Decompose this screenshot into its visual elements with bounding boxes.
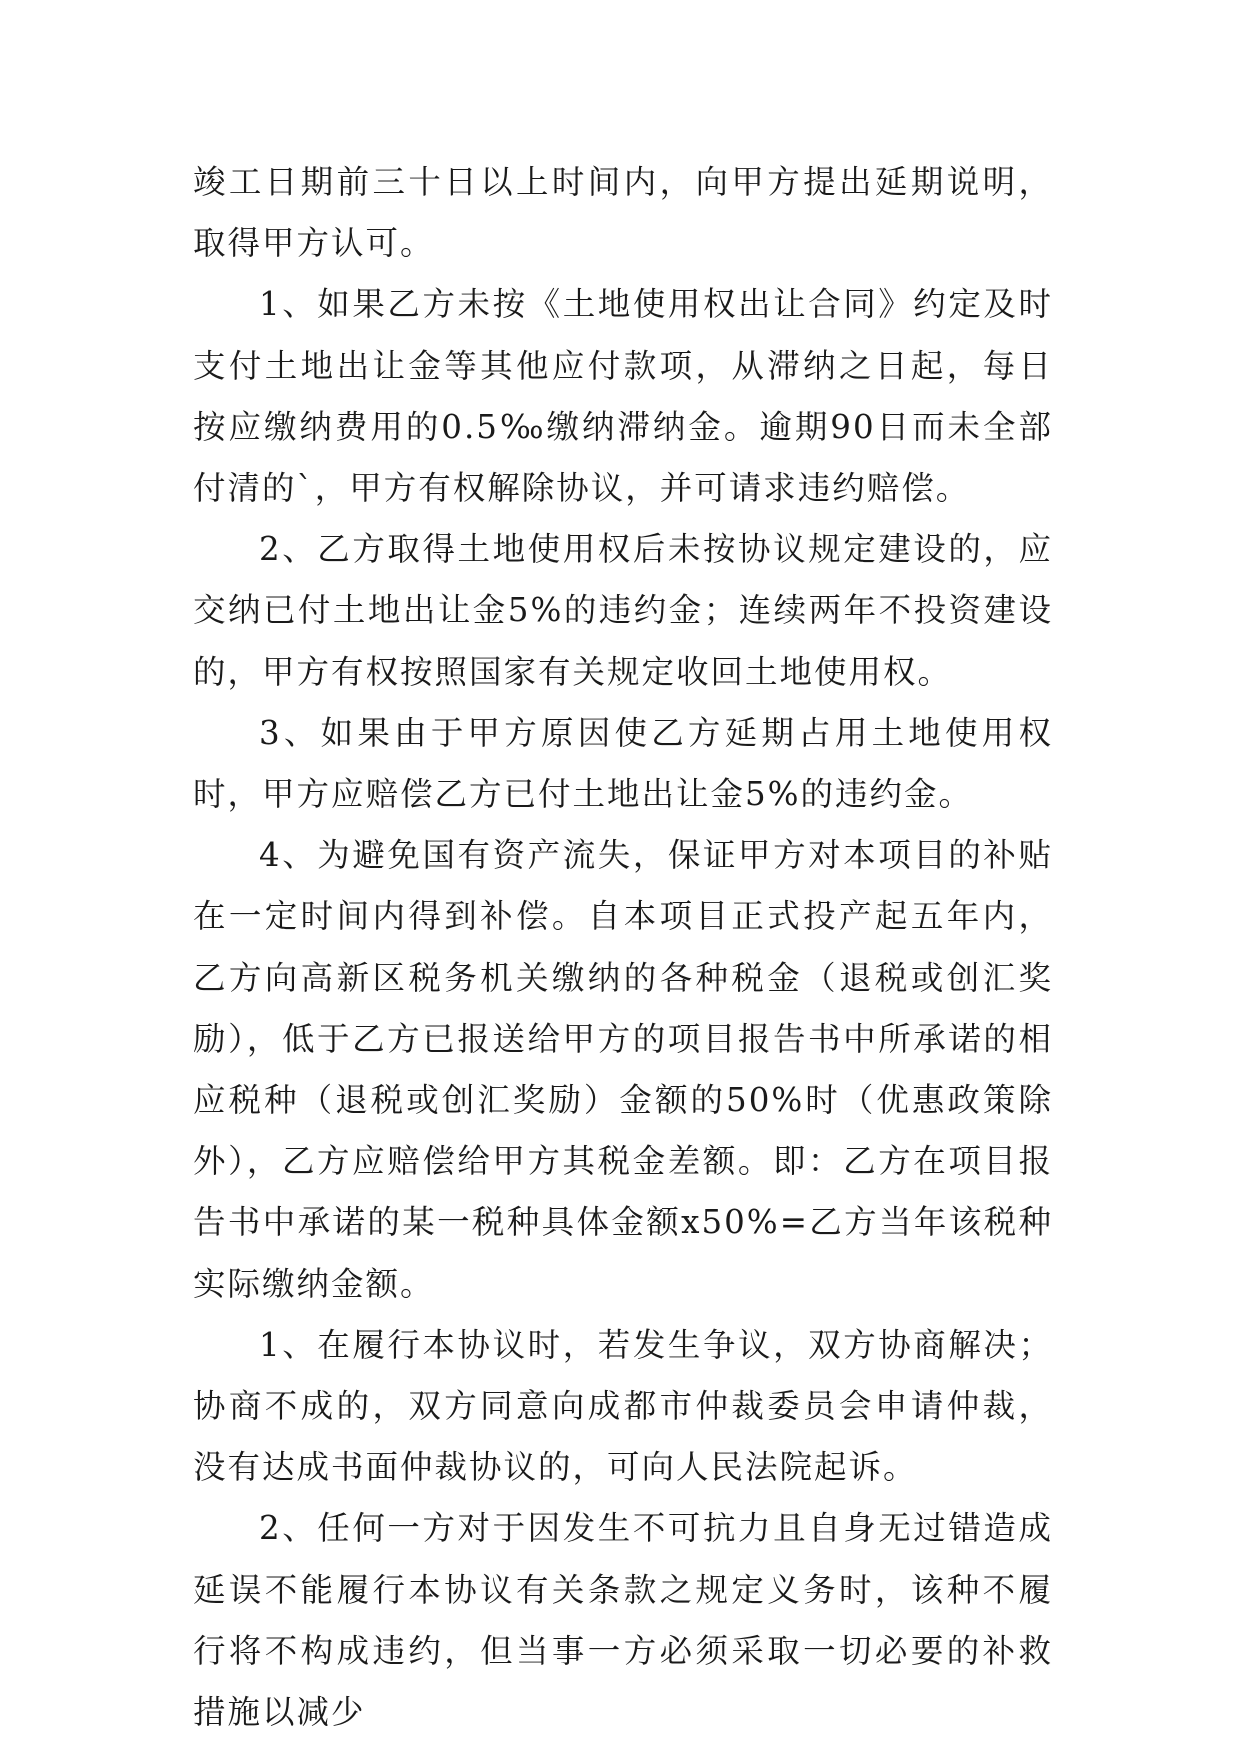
document-body	[193, 152, 1053, 1743]
paragraph-5: 4、为避免国有资产流失，保证甲方对本项目的补贴在一定时间内得到补偿。自本项目正式投产起五年内，乙方向高新区税务机关缴纳的各种税金（退税或创汇奖励），低于乙方已报送给甲方的项目报告书中所承诺的相应税种（退税或创汇奖励）金额的50%时（优惠政策除外），乙方应赔偿给甲方其税金差额。即：乙方在项目报告书中承诺的某一税种具体金额x50%=乙方当年该税种实际缴纳金额。	[193, 836, 1053, 1303]
paragraph-2: 1、如果乙方未按《土地使用权出让合同》约定及时支付土地出让金等其他应付款项，从滞纳之日起，每日按应缴纳费用的0.5‰缴纳滞纳金。逾期90日而未全部付清的`，甲方有权解除协议，并可请求违约赔偿。	[193, 285, 1053, 508]
paragraph-3: 2、乙方取得土地使用权后未按协议规定建设的，应交纳已付土地出让金5%的违约金；连续两年不投资建设的，甲方有权按照国家有关规定收回土地使用权。	[193, 530, 1053, 691]
paragraph-6: 1、在履行本协议时，若发生争议，双方协商解决；协商不成的，双方同意向成都市仲裁委员会申请仲裁，没有达成书面仲裁协议的，可向人民法院起诉。	[193, 1325, 1053, 1487]
paragraph-7: 2、任何一方对于因发生不可抗力且自身无过错造成延误不能履行本协议有关条款之规定义务时，该种不履行将不构成违约，但当事一方必须采取一切必要的补救措施以减少	[193, 1509, 1053, 1732]
paragraph-1: 竣工日期前三十日以上时间内，向甲方提出延期说明，取得甲方认可。	[193, 163, 1053, 263]
paragraph-4: 3、如果由于甲方原因使乙方延期占用土地使用权时，甲方应赔偿乙方已付土地出让金5%的违约金。	[193, 713, 1053, 814]
